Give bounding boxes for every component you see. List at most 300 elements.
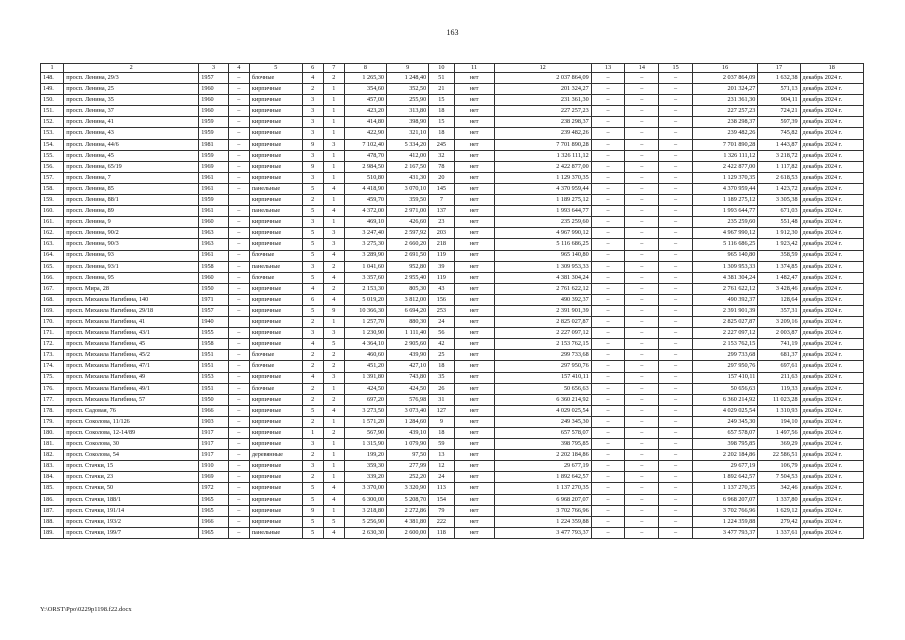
table-cell: просп. Михаила Нагибина, 45/2 bbox=[64, 350, 199, 361]
table-cell: 357,31 bbox=[758, 305, 800, 316]
table-cell: декабрь 2024 г. bbox=[800, 283, 863, 294]
table-cell: 1 923,42 bbox=[758, 239, 800, 250]
column-header: 18 bbox=[800, 64, 863, 73]
table-cell: 671,03 bbox=[758, 206, 800, 217]
table-cell: просп. Ленина, 45 bbox=[64, 150, 199, 161]
table-cell: 2 971,00 bbox=[387, 206, 429, 217]
table-cell: декабрь 2024 г. bbox=[800, 228, 863, 239]
table-cell: 1963 bbox=[199, 228, 229, 239]
table-cell: 59 bbox=[429, 439, 454, 450]
table-cell: – bbox=[659, 283, 693, 294]
table-cell: 156. bbox=[41, 161, 64, 172]
table-cell: 1960 bbox=[199, 84, 229, 95]
table-cell: просп. Михаила Нагибина, 47/1 bbox=[64, 361, 199, 372]
table-cell: 157 410,11 bbox=[692, 372, 757, 383]
table-cell: 1 310,93 bbox=[758, 405, 800, 416]
table-cell: 2 153,30 bbox=[344, 283, 386, 294]
table-cell: 952,80 bbox=[387, 261, 429, 272]
table-cell: 1959 bbox=[199, 128, 229, 139]
table-cell: 1 bbox=[323, 106, 344, 117]
table-cell: 173. bbox=[41, 350, 64, 361]
table-cell: нет bbox=[454, 372, 494, 383]
table-cell: 1 117,82 bbox=[758, 161, 800, 172]
table-cell: 29 677,19 bbox=[494, 461, 591, 472]
table-cell: декабрь 2024 г. bbox=[800, 206, 863, 217]
table-cell: 22 586,51 bbox=[758, 450, 800, 461]
table-cell: 56 bbox=[429, 328, 454, 339]
table-cell: 3 275,30 bbox=[344, 239, 386, 250]
table-cell: 166. bbox=[41, 272, 64, 283]
table-row bbox=[41, 494, 864, 505]
table-cell: 1910 bbox=[199, 461, 229, 472]
table-cell: просп. Ленина, 90/2 bbox=[64, 228, 199, 239]
table-cell: 249 345,30 bbox=[494, 416, 591, 427]
table-cell: нет bbox=[454, 516, 494, 527]
table-cell: 490 392,37 bbox=[692, 294, 757, 305]
table-cell: нет bbox=[454, 139, 494, 150]
table-cell: 681,37 bbox=[758, 350, 800, 361]
table-cell: нет bbox=[454, 106, 494, 117]
table-cell: декабрь 2024 г. bbox=[800, 428, 863, 439]
table-cell: 29 677,19 bbox=[692, 461, 757, 472]
table-cell: нет bbox=[454, 439, 494, 450]
table-cell: – bbox=[591, 527, 625, 538]
table-cell: – bbox=[591, 172, 625, 183]
table-cell: 5 256,90 bbox=[344, 516, 386, 527]
table-row bbox=[41, 428, 864, 439]
table-cell: 174. bbox=[41, 361, 64, 372]
table-row bbox=[41, 195, 864, 206]
header-row bbox=[41, 64, 864, 73]
table-cell: декабрь 2024 г. bbox=[800, 383, 863, 394]
column-header: 14 bbox=[625, 64, 659, 73]
table-cell: – bbox=[228, 328, 249, 339]
table-cell: нет bbox=[454, 172, 494, 183]
table-cell: – bbox=[591, 128, 625, 139]
table-row bbox=[41, 106, 864, 117]
table-cell: нет bbox=[454, 195, 494, 206]
table-cell: 1960 bbox=[199, 106, 229, 117]
table-cell: кирпичные bbox=[249, 461, 302, 472]
table-cell: 5 019,20 bbox=[344, 294, 386, 305]
table-cell: 3 bbox=[302, 95, 323, 106]
table-cell: 7 bbox=[429, 195, 454, 206]
table-cell: 7 701 890,28 bbox=[692, 139, 757, 150]
table-cell: 4 bbox=[323, 183, 344, 194]
table-cell: 490 392,37 bbox=[494, 294, 591, 305]
table-cell: – bbox=[659, 317, 693, 328]
table-cell: 119 bbox=[429, 272, 454, 283]
table-cell: просп. Ленина, 43 bbox=[64, 128, 199, 139]
table-cell: 15 bbox=[429, 117, 454, 128]
table-cell: 1958 bbox=[199, 261, 229, 272]
table-cell: декабрь 2024 г. bbox=[800, 350, 863, 361]
table-cell: – bbox=[625, 272, 659, 283]
table-cell: – bbox=[659, 372, 693, 383]
table-cell: 1 bbox=[323, 472, 344, 483]
table-cell: 156 bbox=[429, 294, 454, 305]
table-cell: 150. bbox=[41, 95, 64, 106]
table-cell: декабрь 2024 г. bbox=[800, 95, 863, 106]
table-cell: – bbox=[228, 527, 249, 538]
table-cell: 231 361,30 bbox=[692, 95, 757, 106]
column-header: 11 bbox=[454, 64, 494, 73]
table-cell: – bbox=[625, 239, 659, 250]
table-cell: – bbox=[659, 228, 693, 239]
table-cell: 5 bbox=[302, 527, 323, 538]
table-cell: – bbox=[228, 250, 249, 261]
table-cell: 2 422 877,00 bbox=[692, 161, 757, 172]
table-cell: – bbox=[228, 428, 249, 439]
housing-table bbox=[40, 63, 864, 539]
table-cell: 359,30 bbox=[344, 461, 386, 472]
table-cell: кирпичные bbox=[249, 305, 302, 316]
table-cell: 352,50 bbox=[387, 84, 429, 95]
table-row bbox=[41, 272, 864, 283]
table-cell: 199,20 bbox=[344, 450, 386, 461]
table-cell: нет bbox=[454, 95, 494, 106]
table-cell: – bbox=[659, 272, 693, 283]
table-cell: 4 bbox=[302, 73, 323, 84]
table-cell: нет bbox=[454, 328, 494, 339]
table-cell: 3 477 793,37 bbox=[494, 527, 591, 538]
table-cell: 5 116 686,25 bbox=[494, 239, 591, 250]
table-cell: – bbox=[591, 416, 625, 427]
table-cell: 176. bbox=[41, 383, 64, 394]
table-cell: 2 761 622,12 bbox=[692, 283, 757, 294]
table-cell: 657 578,07 bbox=[692, 428, 757, 439]
table-cell: – bbox=[659, 339, 693, 350]
table-cell: – bbox=[625, 527, 659, 538]
table-cell: 5 bbox=[302, 250, 323, 261]
table-cell: – bbox=[659, 73, 693, 84]
table-cell: кирпичные bbox=[249, 505, 302, 516]
table-cell: декабрь 2024 г. bbox=[800, 461, 863, 472]
table-cell: 170. bbox=[41, 317, 64, 328]
table-cell: – bbox=[228, 516, 249, 527]
table-cell: кирпичные bbox=[249, 317, 302, 328]
table-cell: нет bbox=[454, 239, 494, 250]
table-cell: 155. bbox=[41, 150, 64, 161]
table-cell: 169. bbox=[41, 305, 64, 316]
table-cell: кирпичные bbox=[249, 84, 302, 95]
table-cell: 1961 bbox=[199, 183, 229, 194]
table-cell: 1953 bbox=[199, 372, 229, 383]
table-cell: 3 305,38 bbox=[758, 195, 800, 206]
table-cell: 171. bbox=[41, 328, 64, 339]
table-cell: 398 795,85 bbox=[692, 439, 757, 450]
table-cell: – bbox=[625, 73, 659, 84]
table-cell: 235 259,60 bbox=[692, 217, 757, 228]
table-cell: 4 370 959,44 bbox=[692, 183, 757, 194]
table-cell: 1 bbox=[323, 505, 344, 516]
table-cell: декабрь 2024 г. bbox=[800, 450, 863, 461]
table-cell: 2 bbox=[302, 394, 323, 405]
table-cell: 159. bbox=[41, 195, 64, 206]
table-cell: просп. Ленина, 35 bbox=[64, 95, 199, 106]
table-cell: 128,64 bbox=[758, 294, 800, 305]
table-row bbox=[41, 527, 864, 538]
table-cell: 1 bbox=[323, 416, 344, 427]
table-cell: 3 bbox=[302, 117, 323, 128]
table-cell: – bbox=[591, 339, 625, 350]
table-cell: – bbox=[625, 428, 659, 439]
table-cell: декабрь 2024 г. bbox=[800, 505, 863, 516]
table-cell: – bbox=[228, 350, 249, 361]
table-cell: 3 bbox=[323, 372, 344, 383]
table-cell: 1963 bbox=[199, 239, 229, 250]
table-cell: 277,99 bbox=[387, 461, 429, 472]
table-cell: – bbox=[228, 339, 249, 350]
table-cell: – bbox=[228, 505, 249, 516]
table-cell: – bbox=[659, 494, 693, 505]
table-cell: 50 656,63 bbox=[494, 383, 591, 394]
table-cell: – bbox=[228, 450, 249, 461]
table-cell: 1960 bbox=[199, 217, 229, 228]
table-cell: 423,20 bbox=[344, 106, 386, 117]
table-cell: нет bbox=[454, 294, 494, 305]
table-cell: декабрь 2024 г. bbox=[800, 516, 863, 527]
table-cell: нет bbox=[454, 73, 494, 84]
table-cell: 1 423,72 bbox=[758, 183, 800, 194]
table-cell: – bbox=[659, 461, 693, 472]
table-cell: просп. Ленина, 89 bbox=[64, 206, 199, 217]
table-cell: – bbox=[625, 117, 659, 128]
table-cell: 231 361,30 bbox=[494, 95, 591, 106]
table-cell: 3 073,40 bbox=[387, 405, 429, 416]
table-cell: деревянные bbox=[249, 450, 302, 461]
table-cell: 2 391 901,39 bbox=[494, 305, 591, 316]
table-cell: – bbox=[625, 328, 659, 339]
table-cell: – bbox=[591, 73, 625, 84]
table-cell: 1 bbox=[323, 383, 344, 394]
table-cell: – bbox=[228, 139, 249, 150]
table-row bbox=[41, 505, 864, 516]
table-row bbox=[41, 350, 864, 361]
table-cell bbox=[228, 195, 249, 206]
table-cell: 180. bbox=[41, 428, 64, 439]
table-cell: 9 bbox=[302, 139, 323, 150]
table-cell: просп. Мира, 28 bbox=[64, 283, 199, 294]
table-row bbox=[41, 405, 864, 416]
table-cell: 10 366,30 bbox=[344, 305, 386, 316]
table-cell: кирпичные bbox=[249, 394, 302, 405]
table-cell: 1 bbox=[302, 428, 323, 439]
table-cell: 1950 bbox=[199, 394, 229, 405]
table-cell: – bbox=[625, 250, 659, 261]
table-cell: – bbox=[659, 217, 693, 228]
table-cell: 1958 bbox=[199, 339, 229, 350]
table-cell: 3 bbox=[302, 150, 323, 161]
table-cell: – bbox=[228, 84, 249, 95]
table-cell: – bbox=[659, 106, 693, 117]
table-cell: 5 bbox=[302, 494, 323, 505]
table-cell: 451,20 bbox=[344, 361, 386, 372]
table-cell: 218 bbox=[429, 239, 454, 250]
table-cell: 4 bbox=[302, 283, 323, 294]
table-cell: декабрь 2024 г. bbox=[800, 172, 863, 183]
table-cell: – bbox=[591, 206, 625, 217]
table-cell: 5 bbox=[302, 483, 323, 494]
table-cell: просп. Ленина, 7 bbox=[64, 172, 199, 183]
table-cell: 162. bbox=[41, 228, 64, 239]
table-cell: 1972 bbox=[199, 483, 229, 494]
table-cell: просп. Михаила Нагибина, 49/1 bbox=[64, 383, 199, 394]
table-cell: 4 029 025,54 bbox=[494, 405, 591, 416]
table-cell: просп. Стачки, 199/7 bbox=[64, 527, 199, 538]
table-cell: декабрь 2024 г. bbox=[800, 195, 863, 206]
table-cell: – bbox=[228, 272, 249, 283]
table-cell: просп. Стачки, 193/2 bbox=[64, 516, 199, 527]
table-cell: нет bbox=[454, 483, 494, 494]
table-cell: декабрь 2024 г. bbox=[800, 361, 863, 372]
table-row bbox=[41, 73, 864, 84]
table-cell: 1960 bbox=[199, 272, 229, 283]
table-cell: 21 bbox=[429, 84, 454, 95]
file-path-footer: Y:\ORST\Ppo\0229p1198.f22.docx bbox=[40, 606, 132, 613]
table-cell: 1 892 642,57 bbox=[494, 472, 591, 483]
column-header: 17 bbox=[758, 64, 800, 73]
table-cell: 2 bbox=[323, 428, 344, 439]
table-cell: 1966 bbox=[199, 405, 229, 416]
table-cell: просп. Соколова, 30 bbox=[64, 439, 199, 450]
table-cell: 2 bbox=[323, 283, 344, 294]
table-cell: 181. bbox=[41, 439, 64, 450]
table-cell: – bbox=[659, 450, 693, 461]
table-cell: 3 bbox=[302, 439, 323, 450]
column-header: 3 bbox=[199, 64, 229, 73]
table-cell: кирпичные bbox=[249, 339, 302, 350]
table-cell: 2 bbox=[302, 383, 323, 394]
table-cell: 342,46 bbox=[758, 483, 800, 494]
table-cell: 3 bbox=[323, 239, 344, 250]
table-cell: 1 993 644,77 bbox=[692, 206, 757, 217]
table-cell: декабрь 2024 г. bbox=[800, 217, 863, 228]
table-cell: 1 bbox=[323, 195, 344, 206]
table-cell: 1955 bbox=[199, 328, 229, 339]
table-cell: 1957 bbox=[199, 73, 229, 84]
table-cell: 252,20 bbox=[387, 472, 429, 483]
table-cell: 2 bbox=[302, 361, 323, 372]
column-header: 10 bbox=[429, 64, 454, 73]
table-row bbox=[41, 128, 864, 139]
table-cell: 3 bbox=[302, 261, 323, 272]
table-row bbox=[41, 450, 864, 461]
table-cell: – bbox=[659, 405, 693, 416]
table-cell: 1 137 270,35 bbox=[494, 483, 591, 494]
table-cell: нет bbox=[454, 350, 494, 361]
table-cell: 3 247,40 bbox=[344, 228, 386, 239]
table-cell: 1959 bbox=[199, 150, 229, 161]
table-cell: 2 825 027,87 bbox=[692, 317, 757, 328]
table-row bbox=[41, 439, 864, 450]
table-cell: 5 bbox=[323, 516, 344, 527]
table-cell: – bbox=[659, 128, 693, 139]
table-cell: – bbox=[625, 139, 659, 150]
table-cell: 3 bbox=[302, 217, 323, 228]
table-cell: нет bbox=[454, 84, 494, 95]
table-cell: декабрь 2024 г. bbox=[800, 472, 863, 483]
table-row bbox=[41, 150, 864, 161]
table-cell: – bbox=[591, 483, 625, 494]
table-cell: нет bbox=[454, 450, 494, 461]
table-cell: – bbox=[228, 394, 249, 405]
table-cell: декабрь 2024 г. bbox=[800, 328, 863, 339]
table-cell: 185. bbox=[41, 483, 64, 494]
table-cell: нет bbox=[454, 261, 494, 272]
table-cell: 6 694,20 bbox=[387, 305, 429, 316]
table-cell: 5 bbox=[302, 305, 323, 316]
table-cell: 469,10 bbox=[344, 217, 386, 228]
table-cell: 4 bbox=[323, 494, 344, 505]
table-cell: – bbox=[591, 283, 625, 294]
table-row bbox=[41, 228, 864, 239]
table-cell: 1 497,56 bbox=[758, 428, 800, 439]
table-cell: 5 208,70 bbox=[387, 494, 429, 505]
table-cell: 2 bbox=[302, 350, 323, 361]
table-cell: 567,90 bbox=[344, 428, 386, 439]
table-cell: кирпичные bbox=[249, 150, 302, 161]
table-cell: кирпичные bbox=[249, 372, 302, 383]
table-cell: 1965 bbox=[199, 527, 229, 538]
table-cell: кирпичные bbox=[249, 95, 302, 106]
table-cell: панельные bbox=[249, 261, 302, 272]
table-cell: – bbox=[228, 494, 249, 505]
table-cell: – bbox=[659, 239, 693, 250]
table-cell: 5 bbox=[302, 228, 323, 239]
table-cell: кирпичные bbox=[249, 128, 302, 139]
table-row bbox=[41, 483, 864, 494]
table-cell: 35 bbox=[429, 372, 454, 383]
table-cell: 255,90 bbox=[387, 95, 429, 106]
table-cell: 12 bbox=[429, 461, 454, 472]
table-cell: 32 bbox=[429, 150, 454, 161]
table-cell: 239 482,26 bbox=[494, 128, 591, 139]
table-cell: 880,30 bbox=[387, 317, 429, 328]
table-cell: – bbox=[228, 95, 249, 106]
table-cell: 5 bbox=[302, 516, 323, 527]
table-cell: нет bbox=[454, 461, 494, 472]
table-cell: нет bbox=[454, 339, 494, 350]
table-cell: – bbox=[625, 472, 659, 483]
table-cell: – bbox=[659, 527, 693, 538]
table-cell: – bbox=[625, 106, 659, 117]
table-cell: – bbox=[625, 361, 659, 372]
table-cell: 1 189 275,12 bbox=[494, 195, 591, 206]
table-row bbox=[41, 394, 864, 405]
table-cell: 1 374,85 bbox=[758, 261, 800, 272]
table-cell: 1917 bbox=[199, 439, 229, 450]
table-cell: кирпичные bbox=[249, 283, 302, 294]
table-cell: 1 265,30 bbox=[344, 73, 386, 84]
table-cell: 2 660,20 bbox=[387, 239, 429, 250]
table-cell: 339,20 bbox=[344, 472, 386, 483]
table-cell: – bbox=[591, 405, 625, 416]
table-cell: просп. Садовая, 76 bbox=[64, 405, 199, 416]
table-cell: 186. bbox=[41, 494, 64, 505]
table-cell: 4 bbox=[323, 294, 344, 305]
table-cell: 1 bbox=[323, 150, 344, 161]
table-cell: 1 315,90 bbox=[344, 439, 386, 450]
table-cell: просп. Ленина, 85 bbox=[64, 183, 199, 194]
table-cell: нет bbox=[454, 361, 494, 372]
table-cell: 4 bbox=[323, 250, 344, 261]
table-cell: 6 bbox=[302, 294, 323, 305]
table-cell: 2 bbox=[323, 73, 344, 84]
table-cell: кирпичные bbox=[249, 139, 302, 150]
table-cell: 189. bbox=[41, 527, 64, 538]
table-cell: 3 812,00 bbox=[387, 294, 429, 305]
